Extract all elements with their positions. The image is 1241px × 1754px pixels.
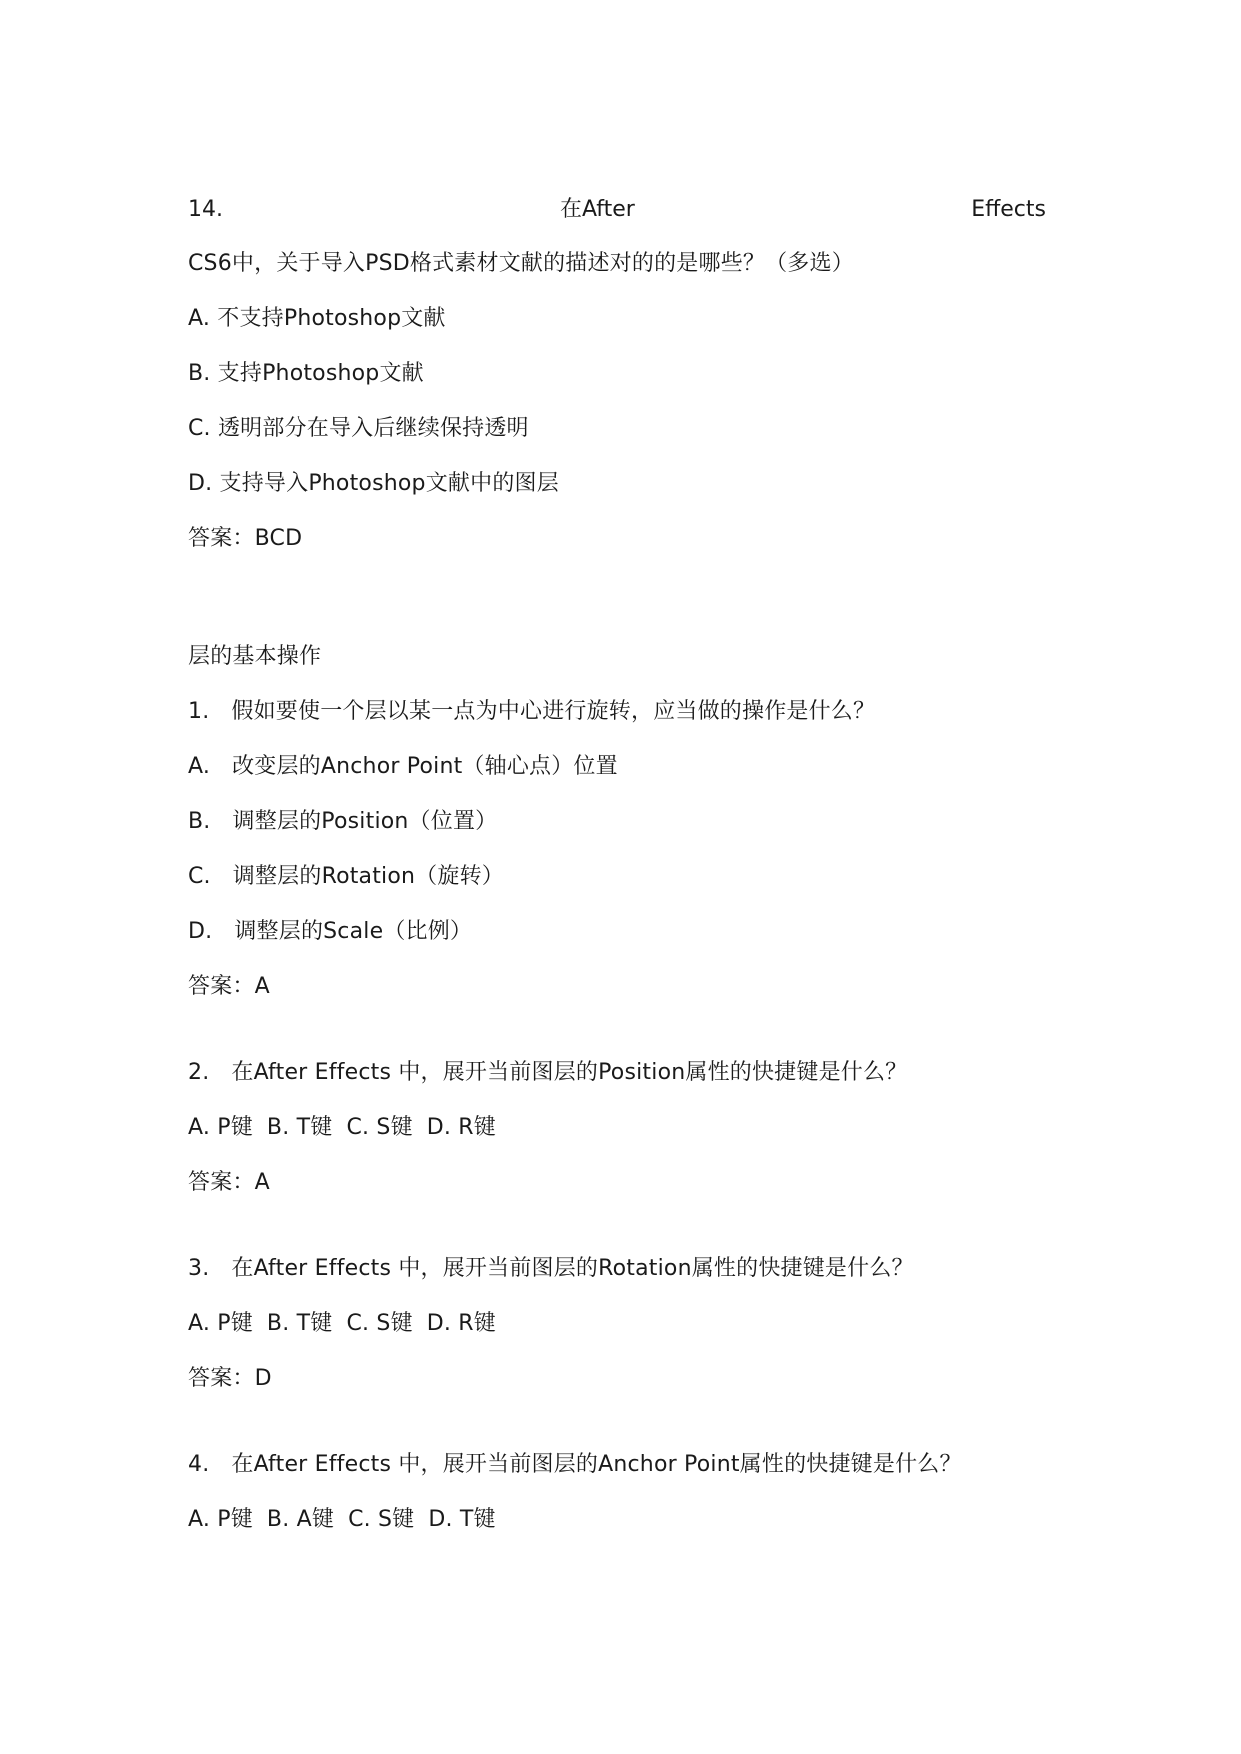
q2-question bbox=[188, 1058, 907, 1088]
q1-option-d-letter: D. bbox=[188, 919, 213, 944]
q2-number: 2. bbox=[188, 1060, 210, 1085]
q14-number: 14. bbox=[188, 197, 223, 222]
q1-option-b bbox=[188, 807, 497, 837]
q2-text: 在After Effects 中，展开当前图层的Position属性的快捷键是什么？ bbox=[231, 1060, 908, 1085]
q2-option-d: D. R键 bbox=[426, 1115, 496, 1140]
q4-option-c: C. S键 bbox=[348, 1507, 415, 1532]
q14-option-c: C. 透明部分在导入后继续保持透明 bbox=[188, 416, 529, 441]
q3-option-c: C. S键 bbox=[346, 1311, 413, 1336]
q14-answer: 答案：BCD bbox=[188, 526, 303, 551]
q1-option-a bbox=[188, 752, 618, 782]
q1-option-d-text: 调整层的Scale（比例） bbox=[234, 919, 473, 944]
q1-option-a-text: 改变层的Anchor Point（轴心点）位置 bbox=[232, 754, 618, 779]
q1-option-c bbox=[188, 862, 504, 892]
q3-text: 在After Effects 中，展开当前图层的Rotation属性的快捷键是什么？ bbox=[231, 1256, 914, 1281]
q3-number: 3. bbox=[188, 1256, 210, 1281]
q1-question bbox=[188, 697, 875, 727]
q3-options bbox=[188, 1309, 496, 1339]
q3-question bbox=[188, 1254, 914, 1284]
q14-first-line bbox=[188, 195, 1046, 225]
q14-question-text: CS6中，关于导入PSD格式素材文献的描述对的的是哪些？（多选） bbox=[188, 251, 854, 276]
q4-number: 4. bbox=[188, 1452, 210, 1477]
q2-option-a: A. P键 bbox=[188, 1115, 253, 1140]
q3-option-d: D. R键 bbox=[426, 1311, 496, 1336]
q1-answer: 答案：A bbox=[188, 974, 270, 999]
q2-option-c: C. S键 bbox=[346, 1115, 413, 1140]
q1-text: 假如要使一个层以某一点为中心进行旋转，应当做的操作是什么？ bbox=[231, 699, 876, 724]
q4-text: 在After Effects 中，展开当前图层的Anchor Point属性的快捷键是什么？ bbox=[231, 1452, 962, 1477]
q4-question bbox=[188, 1450, 962, 1480]
q3-option-a: A. P键 bbox=[188, 1311, 253, 1336]
q1-option-b-letter: B. bbox=[188, 809, 211, 834]
section-title: 层的基本操作 bbox=[188, 644, 322, 669]
q1-option-b-text: 调整层的Position（位置） bbox=[232, 809, 498, 834]
q1-option-c-letter: C. bbox=[188, 864, 211, 889]
q14-option-d: D. 支持导入Photoshop文献中的图层 bbox=[188, 471, 559, 496]
q2-option-b: B. T键 bbox=[266, 1115, 333, 1140]
q1-number: 1. bbox=[188, 699, 210, 724]
q1-option-d bbox=[188, 917, 472, 947]
q4-option-a: A. P键 bbox=[188, 1507, 253, 1532]
q1-option-c-text: 调整层的Rotation（旋转） bbox=[232, 864, 504, 889]
q14-option-b: B. 支持Photoshop文献 bbox=[188, 361, 424, 386]
q4-options bbox=[188, 1505, 496, 1535]
q2-answer: 答案：A bbox=[188, 1170, 270, 1195]
q14-word-after: 在After bbox=[560, 197, 635, 222]
q1-option-a-letter: A. bbox=[188, 754, 211, 779]
q4-option-d: D. T键 bbox=[428, 1507, 496, 1532]
q14-option-a: A. 不支持Photoshop文献 bbox=[188, 306, 446, 331]
q3-option-b: B. T键 bbox=[266, 1311, 333, 1336]
q14-word-effects: Effects bbox=[971, 197, 1046, 222]
q3-answer: 答案：D bbox=[188, 1366, 272, 1391]
q4-option-b: B. A键 bbox=[266, 1507, 335, 1532]
q2-options bbox=[188, 1113, 496, 1143]
